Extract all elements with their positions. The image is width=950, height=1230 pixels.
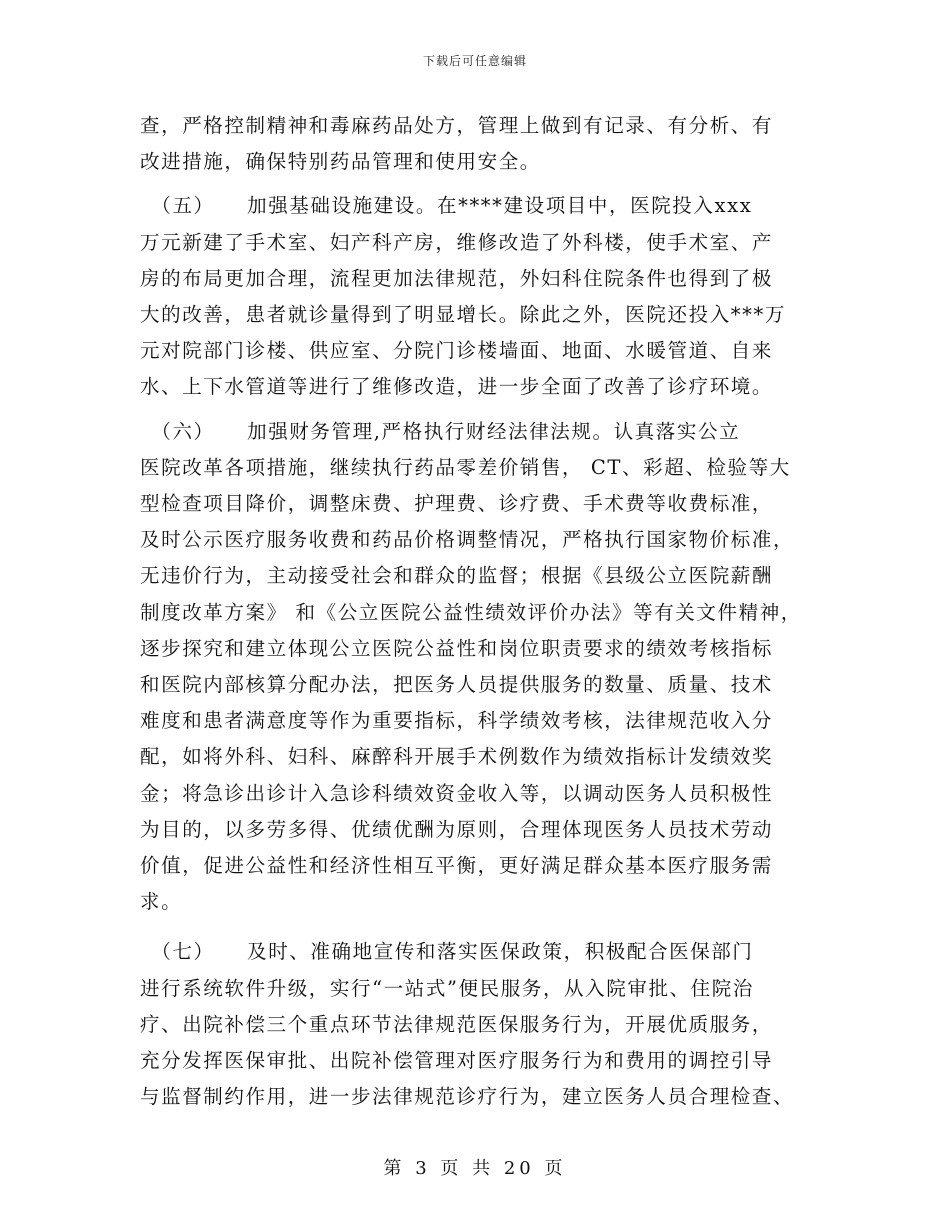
text-line: （五） 加强基础设施建设。在****建设项目中，医院投入xxx — [140, 194, 753, 218]
text-line: 万元新建了手术室、妇产科产房，维修改造了外科楼，使手术室、产 — [140, 230, 774, 254]
text-line: 元对院部门诊楼、供应室、分院门诊楼墙面、地面、水暖管道、自来 — [140, 339, 774, 363]
text-line: 为目的，以多劳多得、优绩优酬为原则，合理体现医务人员技术劳动 — [140, 817, 774, 841]
text-line: 医院改革各项措施，继续执行药品零差价销售， CT、彩超、检验等大 — [140, 455, 791, 479]
text-line: 逐步探究和建立体现公立医院公益性和岗位职责要求的绩效考核指标 — [140, 636, 774, 660]
text-line: 进行系统软件升级，实行“一站式”便民服务，从入院审批、住院治 — [140, 976, 754, 1000]
text-line: 金；将急诊出诊计入急诊科绩效资金收入等，以调动医务人员积极性 — [140, 781, 774, 805]
text-line: 与监督制约作用，进一步法律规范诊疗行为，建立医务人员合理检查、 — [140, 1085, 795, 1109]
text-line: 及时公示医疗服务收费和药品价格调整情况，严格执行国家物价标准， — [140, 528, 795, 552]
text-line: 求。 — [140, 890, 183, 914]
page-header: 下载后可任意编辑 — [422, 54, 527, 68]
text-line: 改进措施，确保特别药品管理和使用安全。 — [140, 150, 541, 174]
text-line: （七） 及时、准确地宣传和落实医保政策，积极配合医保部门 — [140, 940, 754, 964]
page-number-footer: 第 3 页 共 20 页 — [383, 1158, 567, 1179]
text-line: 充分发挥医保审批、出院补偿管理对医疗服务行为和费用的调控引导 — [140, 1049, 774, 1073]
document-body — [140, 108, 820, 1115]
paragraph-infrastructure — [140, 188, 820, 405]
text-line: 水、上下水管道等进行了维修改造，进一步全面了改善了诊疗环境。 — [140, 375, 774, 399]
text-line: 房的布局更加合理，流程更加法律规范，外妇科住院条件也得到了极 — [140, 266, 774, 290]
paragraph-medical-insurance — [140, 934, 820, 1115]
text-line: 配，如将外科、妇科、麻醉科开展手术例数作为绩效指标计发绩效奖 — [140, 745, 774, 769]
text-line: 大的改善，患者就诊量得到了明显增长。除此之外，医院还投入***万 — [140, 303, 786, 327]
text-line: （六） 加强财务管理,严格执行财经法律法规。认真落实公立 — [140, 419, 741, 443]
paragraph-finance — [140, 414, 820, 921]
text-line: 制度改革方案》 和《公立医院公益性绩效评价办法》等有关文件精神， — [140, 600, 802, 624]
text-line: 型检查项目降价，调整床费、护理费、诊疗费、手术费等收费标准， — [140, 492, 774, 516]
text-line: 查，严格控制精神和毒麻药品处方，管理上做到有记录、有分析、有 — [140, 114, 774, 137]
text-line: 无违价行为，主动接受社会和群众的监督；根据《县级公立医院薪酬 — [140, 564, 774, 588]
text-line: 疗、出院补偿三个重点环节法律规范医保服务行为，开展优质服务， — [140, 1012, 774, 1036]
text-line: 价值，促进公益性和经济性相互平衡，更好满足群众基本医疗服务需 — [140, 854, 774, 878]
text-line: 和医院内部核算分配办法，把医务人员提供服务的数量、质量、技术 — [140, 673, 774, 697]
text-line: 难度和患者满意度等作为重要指标，科学绩效考核，法律规范收入分 — [140, 709, 774, 733]
paragraph-drug-management — [140, 108, 820, 180]
